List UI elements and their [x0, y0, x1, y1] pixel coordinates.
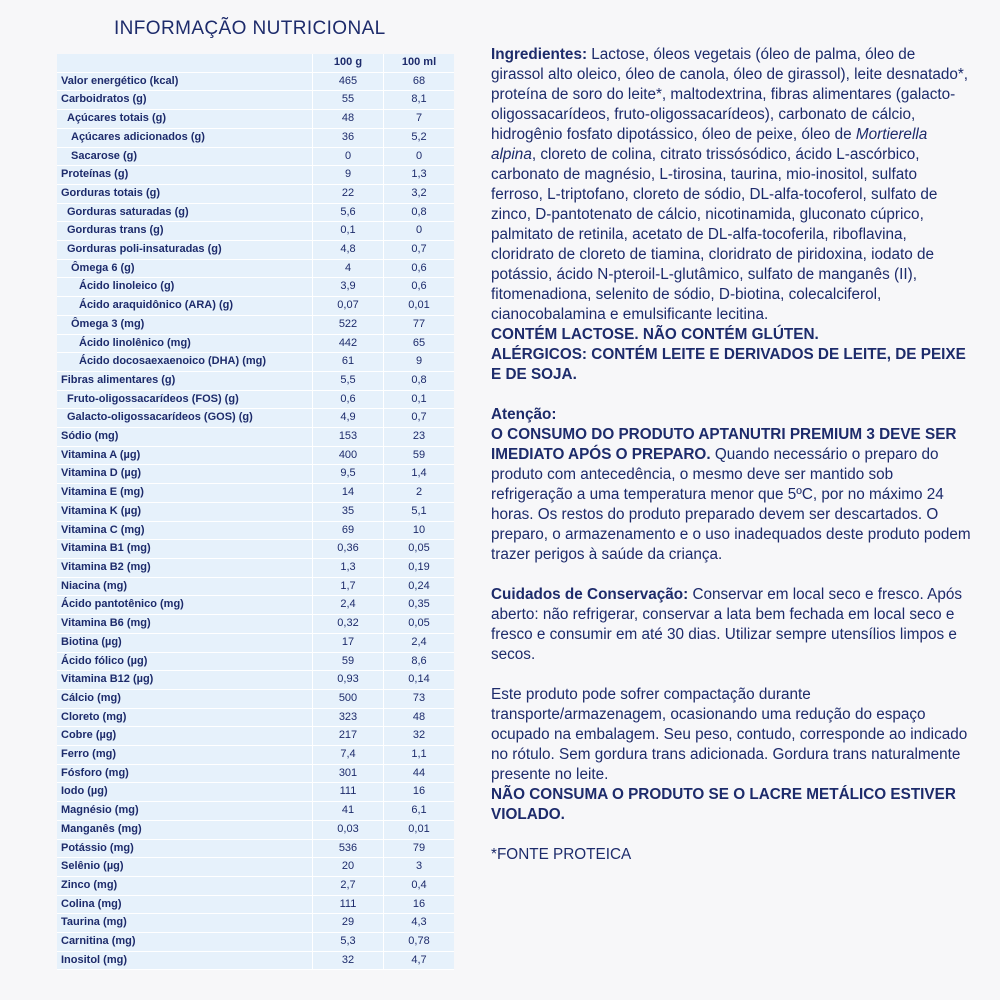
value-per-100ml: 0,8: [383, 372, 454, 391]
value-per-100ml: 0,24: [383, 578, 454, 597]
seal-warning-text: NÃO CONSUMA O PRODUTO SE O LACRE METÁLICO ESTIVER VIOLADO.: [491, 786, 956, 823]
value-per-100ml: 79: [383, 840, 454, 859]
value-per-100g: 36: [312, 129, 383, 148]
table-row: [57, 409, 454, 428]
table-row: [57, 933, 454, 952]
table-row: [57, 166, 454, 185]
value-per-100ml: 0,6: [383, 260, 454, 279]
table-row: [57, 858, 454, 877]
value-per-100ml: 0,7: [383, 409, 454, 428]
compaction-text: Este produto pode sofrer compactação durante transporte/armazenagem, ocasionando uma redução do espaço ocupado na embalagem. Seu peso, contudo, corresponde ao indicado no rótulo. Sem gordura trans adicionada. Gordura trans naturalmente presente no leite.: [491, 686, 968, 783]
value-per-100g: 4: [312, 260, 383, 279]
value-per-100g: 2,4: [312, 596, 383, 615]
nutrient-name: Manganês (mg): [57, 821, 312, 840]
nutrient-name: Carnitina (mg): [57, 933, 312, 952]
value-per-100ml: 44: [383, 765, 454, 784]
table-row: [57, 634, 454, 653]
nutrient-name: Carboidratos (g): [57, 91, 312, 110]
page-title: INFORMAÇÃO NUTRICIONAL: [114, 18, 386, 39]
value-per-100ml: 0,14: [383, 671, 454, 690]
nutrient-name: Gorduras saturadas (g): [57, 204, 312, 223]
table-row: [57, 110, 454, 129]
value-per-100g: 522: [312, 316, 383, 335]
value-per-100ml: 3,2: [383, 185, 454, 204]
table-row: [57, 578, 454, 597]
value-per-100ml: 0,19: [383, 559, 454, 578]
value-per-100g: 0: [312, 148, 383, 167]
nutrient-name: Vitamina B1 (mg): [57, 540, 312, 559]
value-per-100ml: 32: [383, 727, 454, 746]
value-per-100ml: 8,6: [383, 653, 454, 672]
nutrient-name: Valor energético (kcal): [57, 73, 312, 92]
table-row: [57, 129, 454, 148]
value-per-100ml: 10: [383, 522, 454, 541]
value-per-100ml: 6,1: [383, 802, 454, 821]
table-row: [57, 671, 454, 690]
value-per-100g: 323: [312, 709, 383, 728]
table-row: [57, 952, 454, 971]
value-per-100g: 5,5: [312, 372, 383, 391]
nutrient-name: Inositol (mg): [57, 952, 312, 971]
value-per-100g: 4,8: [312, 241, 383, 260]
attention-bold: O CONSUMO DO PRODUTO APTANUTRI PREMIUM 3 DEVE SER IMEDIATO APÓS O PREPARO.: [491, 426, 957, 463]
value-per-100g: 1,7: [312, 578, 383, 597]
table-row: [57, 522, 454, 541]
value-per-100g: 48: [312, 110, 383, 129]
nutrient-name: Niacina (mg): [57, 578, 312, 597]
value-per-100g: 0,6: [312, 391, 383, 410]
nutrient-name: Cobre (µg): [57, 727, 312, 746]
table-row: [57, 148, 454, 167]
nutrient-name: Vitamina B2 (mg): [57, 559, 312, 578]
lactose-warning-text: CONTÉM LACTOSE. NÃO CONTÉM GLÚTEN.: [491, 326, 819, 343]
table-row: [57, 484, 454, 503]
spacer: [491, 665, 971, 685]
value-per-100g: 2,7: [312, 877, 383, 896]
value-per-100g: 301: [312, 765, 383, 784]
nutrient-name: Ácido araquidônico (ARA) (g): [57, 297, 312, 316]
value-per-100ml: 1,4: [383, 465, 454, 484]
nutrient-name: Ferro (mg): [57, 746, 312, 765]
value-per-100ml: 16: [383, 896, 454, 915]
nutrient-name: Açúcares adicionados (g): [57, 129, 312, 148]
nutrient-name: Colina (mg): [57, 896, 312, 915]
nutrient-name: Taurina (mg): [57, 914, 312, 933]
table-row: [57, 653, 454, 672]
value-per-100g: 14: [312, 484, 383, 503]
value-per-100g: 9: [312, 166, 383, 185]
value-per-100ml: 0: [383, 148, 454, 167]
value-per-100ml: 0,05: [383, 615, 454, 634]
value-per-100ml: 0,01: [383, 297, 454, 316]
nutrient-name: Biotina (µg): [57, 634, 312, 653]
header-per-100g: 100 g: [312, 54, 383, 73]
nutrient-name: Ômega 3 (mg): [57, 316, 312, 335]
value-per-100ml: 0,4: [383, 877, 454, 896]
attention-label: [491, 405, 971, 425]
table-row: [57, 821, 454, 840]
nutrient-name: Gorduras trans (g): [57, 222, 312, 241]
conservation-label: Cuidados de Conservação:: [491, 586, 689, 603]
ingredients-italic: Mortierella alpina: [491, 126, 928, 163]
nutrient-name: Gorduras poli-insaturadas (g): [57, 241, 312, 260]
table-row: [57, 746, 454, 765]
value-per-100ml: 16: [383, 783, 454, 802]
value-per-100g: 500: [312, 690, 383, 709]
value-per-100ml: 0,01: [383, 821, 454, 840]
nutrient-name: Zinco (mg): [57, 877, 312, 896]
nutrient-name: Vitamina B6 (mg): [57, 615, 312, 634]
footnote: *FONTE PROTEICA: [491, 846, 632, 863]
table-row: [57, 372, 454, 391]
nutrient-name: Fibras alimentares (g): [57, 372, 312, 391]
value-per-100g: 4,9: [312, 409, 383, 428]
value-per-100g: 5,3: [312, 933, 383, 952]
nutrient-name: Cloreto (mg): [57, 709, 312, 728]
nutrient-name: Vitamina B12 (µg): [57, 671, 312, 690]
value-per-100g: 41: [312, 802, 383, 821]
table-row: [57, 278, 454, 297]
nutrient-name: Selênio (µg): [57, 858, 312, 877]
nutrient-name: Cálcio (mg): [57, 690, 312, 709]
table-row: [57, 540, 454, 559]
value-per-100ml: 48: [383, 709, 454, 728]
nutrient-name: Galacto-oligossacarídeos (GOS) (g): [57, 409, 312, 428]
nutrient-name: Ácido docosaexaenoico (DHA) (mg): [57, 353, 312, 372]
lactose-warning: [491, 325, 971, 345]
value-per-100ml: 2,4: [383, 634, 454, 653]
value-per-100g: 0,03: [312, 821, 383, 840]
allergen-warning: [491, 345, 971, 385]
nutrient-name: Ácido linolênico (mg): [57, 335, 312, 354]
value-per-100ml: 0,6: [383, 278, 454, 297]
value-per-100g: 3,9: [312, 278, 383, 297]
seal-warning: [491, 785, 971, 825]
value-per-100g: 61: [312, 353, 383, 372]
value-per-100g: 111: [312, 783, 383, 802]
nutrient-name: Ácido pantotênico (mg): [57, 596, 312, 615]
value-per-100ml: 0,78: [383, 933, 454, 952]
value-per-100g: 153: [312, 428, 383, 447]
table-row: [57, 765, 454, 784]
value-per-100ml: 5,1: [383, 503, 454, 522]
value-per-100g: 9,5: [312, 465, 383, 484]
value-per-100g: 5,6: [312, 204, 383, 223]
table-row: [57, 783, 454, 802]
table-row: [57, 297, 454, 316]
value-per-100g: 0,36: [312, 540, 383, 559]
ingredients-paragraph: [491, 45, 971, 325]
table-row: [57, 428, 454, 447]
nutrition-table-body: [57, 73, 454, 971]
table-row: [57, 896, 454, 915]
value-per-100ml: 3: [383, 858, 454, 877]
spacer: [491, 385, 971, 405]
attention-label-text: Atenção:: [491, 406, 557, 423]
value-per-100g: 22: [312, 185, 383, 204]
value-per-100g: 217: [312, 727, 383, 746]
attention-text: Quando necessário o preparo do produto com antecedência, o mesmo deve ser mantido sob refrigeração a uma temperatura menor que 5ºC, por no máximo 24 horas. Os restos do produto preparado devem ser descartados. O preparo, o armazenamento e o uso inadequados deste produto podem trazer perigos à saúde da criança.: [491, 446, 971, 563]
table-row: [57, 222, 454, 241]
value-per-100ml: 4,3: [383, 914, 454, 933]
nutrient-name: Vitamina A (µg): [57, 447, 312, 466]
nutrient-name: Ácido linoleico (g): [57, 278, 312, 297]
ingredients-label: Ingredientes:: [491, 46, 588, 63]
value-per-100ml: 1,1: [383, 746, 454, 765]
table-row: [57, 73, 454, 92]
nutrient-name: Vitamina K (µg): [57, 503, 312, 522]
table-row: [57, 241, 454, 260]
value-per-100g: 20: [312, 858, 383, 877]
value-per-100g: 0,93: [312, 671, 383, 690]
value-per-100g: 29: [312, 914, 383, 933]
table-row: [57, 877, 454, 896]
value-per-100ml: 1,3: [383, 166, 454, 185]
value-per-100g: 536: [312, 840, 383, 859]
value-per-100ml: 0,35: [383, 596, 454, 615]
value-per-100g: 1,3: [312, 559, 383, 578]
value-per-100ml: 2: [383, 484, 454, 503]
value-per-100ml: 0,7: [383, 241, 454, 260]
table-row: [57, 391, 454, 410]
value-per-100g: 0,32: [312, 615, 383, 634]
value-per-100ml: 0,05: [383, 540, 454, 559]
nutrient-name: Potássio (mg): [57, 840, 312, 859]
nutrient-name: Proteínas (g): [57, 166, 312, 185]
value-per-100g: 69: [312, 522, 383, 541]
table-row: [57, 727, 454, 746]
value-per-100ml: 0,8: [383, 204, 454, 223]
table-row: [57, 316, 454, 335]
nutrient-name: Ômega 6 (g): [57, 260, 312, 279]
value-per-100g: 32: [312, 952, 383, 971]
nutrient-name: Ácido fólico (µg): [57, 653, 312, 672]
value-per-100ml: 0: [383, 222, 454, 241]
spacer: [491, 825, 971, 845]
conservation-paragraph: [491, 585, 971, 665]
conservation-text: Conservar em local seco e fresco. Após aberto: não refrigerar, conservar a lata bem fechada em local seco e fresco e consumir em até 30 dias. Utilizar sempre utensílios limpos e secos.: [491, 586, 962, 663]
value-per-100ml: 65: [383, 335, 454, 354]
value-per-100ml: 68: [383, 73, 454, 92]
value-per-100g: 59: [312, 653, 383, 672]
nutrient-name: Magnésio (mg): [57, 802, 312, 821]
value-per-100ml: 4,7: [383, 952, 454, 971]
table-row: [57, 559, 454, 578]
table-row: [57, 185, 454, 204]
ingredients-text-1: Lactose, óleos vegetais (óleo de palma, óleo de girassol alto oleico, óleo de canola, óleo de girassol), leite desnatado*, proteína de soro do leite*, maltodextrina, fibras alimentares (galacto-oligossacarídeos, fruto-oligossacarídeos), carbonato de cálcio, hidrogênio fosfato dipotássico, óleo de peixe, óleo de: [491, 46, 969, 143]
value-per-100ml: 5,2: [383, 129, 454, 148]
value-per-100ml: 8,1: [383, 91, 454, 110]
nutrient-name: Gorduras totais (g): [57, 185, 312, 204]
nutrient-name: Sacarose (g): [57, 148, 312, 167]
table-row: [57, 260, 454, 279]
table-row: [57, 503, 454, 522]
value-per-100g: 0,07: [312, 297, 383, 316]
table-row: [57, 335, 454, 354]
table-row: [57, 690, 454, 709]
compaction-paragraph: [491, 685, 971, 785]
value-per-100ml: 59: [383, 447, 454, 466]
table-row: [57, 91, 454, 110]
value-per-100ml: 73: [383, 690, 454, 709]
table-row: [57, 802, 454, 821]
value-per-100g: 400: [312, 447, 383, 466]
table-row: [57, 596, 454, 615]
allergen-warning-text: ALÉRGICOS: CONTÉM LEITE E DERIVADOS DE LEITE, DE PEIXE E DE SOJA.: [491, 346, 966, 383]
nutrient-name: Fósforo (mg): [57, 765, 312, 784]
value-per-100g: 35: [312, 503, 383, 522]
nutrition-table: [57, 54, 454, 970]
ingredients-text-2: , cloreto de colina, citrato trissósódico, ácido L-ascórbico, carbonato de magnésio, L-tirosina, taurina, mio-inositol, sulfato ferroso, L-triptofano, cloreto de sódio, DL-alfa-tocoferol, sulfato de zinco, D-pantotenato de cálcio, nicotinamida, gluconato cúprico, palmitato de retinila, acetato de DL-alfa-tocoferila, riboflavina, cloridrato de cloreto de tiamina, cloridrato de piridoxina, iodato de potássio, ácido N-pteroil-L-glutâmico, sulfato de manganês (II), fitomenadiona, selenito de sódio, D-biotina, colecalciferol, cianocobalamina e emulsificante lecitina.: [491, 146, 938, 323]
table-row: [57, 204, 454, 223]
value-per-100ml: 9: [383, 353, 454, 372]
header-per-100ml: 100 ml: [383, 54, 454, 73]
spacer: [491, 565, 971, 585]
value-per-100g: 111: [312, 896, 383, 915]
table-row: [57, 447, 454, 466]
right-column: [491, 45, 971, 865]
table-row: [57, 615, 454, 634]
table-row: [57, 465, 454, 484]
table-row: [57, 840, 454, 859]
value-per-100ml: 7: [383, 110, 454, 129]
value-per-100g: 17: [312, 634, 383, 653]
header-nutrient: [57, 54, 312, 73]
value-per-100ml: 77: [383, 316, 454, 335]
nutrient-name: Iodo (µg): [57, 783, 312, 802]
value-per-100g: 55: [312, 91, 383, 110]
table-row: [57, 353, 454, 372]
value-per-100ml: 0,1: [383, 391, 454, 410]
nutrient-name: Vitamina D (µg): [57, 465, 312, 484]
nutrient-name: Fruto-oligossacarídeos (FOS) (g): [57, 391, 312, 410]
value-per-100g: 0,1: [312, 222, 383, 241]
nutrient-name: Vitamina E (mg): [57, 484, 312, 503]
value-per-100g: 442: [312, 335, 383, 354]
nutrient-name: Sódio (mg): [57, 428, 312, 447]
table-header-row: [57, 54, 454, 73]
nutrient-name: Açúcares totais (g): [57, 110, 312, 129]
attention-paragraph: [491, 425, 971, 565]
table-row: [57, 709, 454, 728]
nutrient-name: Vitamina C (mg): [57, 522, 312, 541]
value-per-100g: 7,4: [312, 746, 383, 765]
value-per-100ml: 23: [383, 428, 454, 447]
value-per-100g: 465: [312, 73, 383, 92]
table-row: [57, 914, 454, 933]
